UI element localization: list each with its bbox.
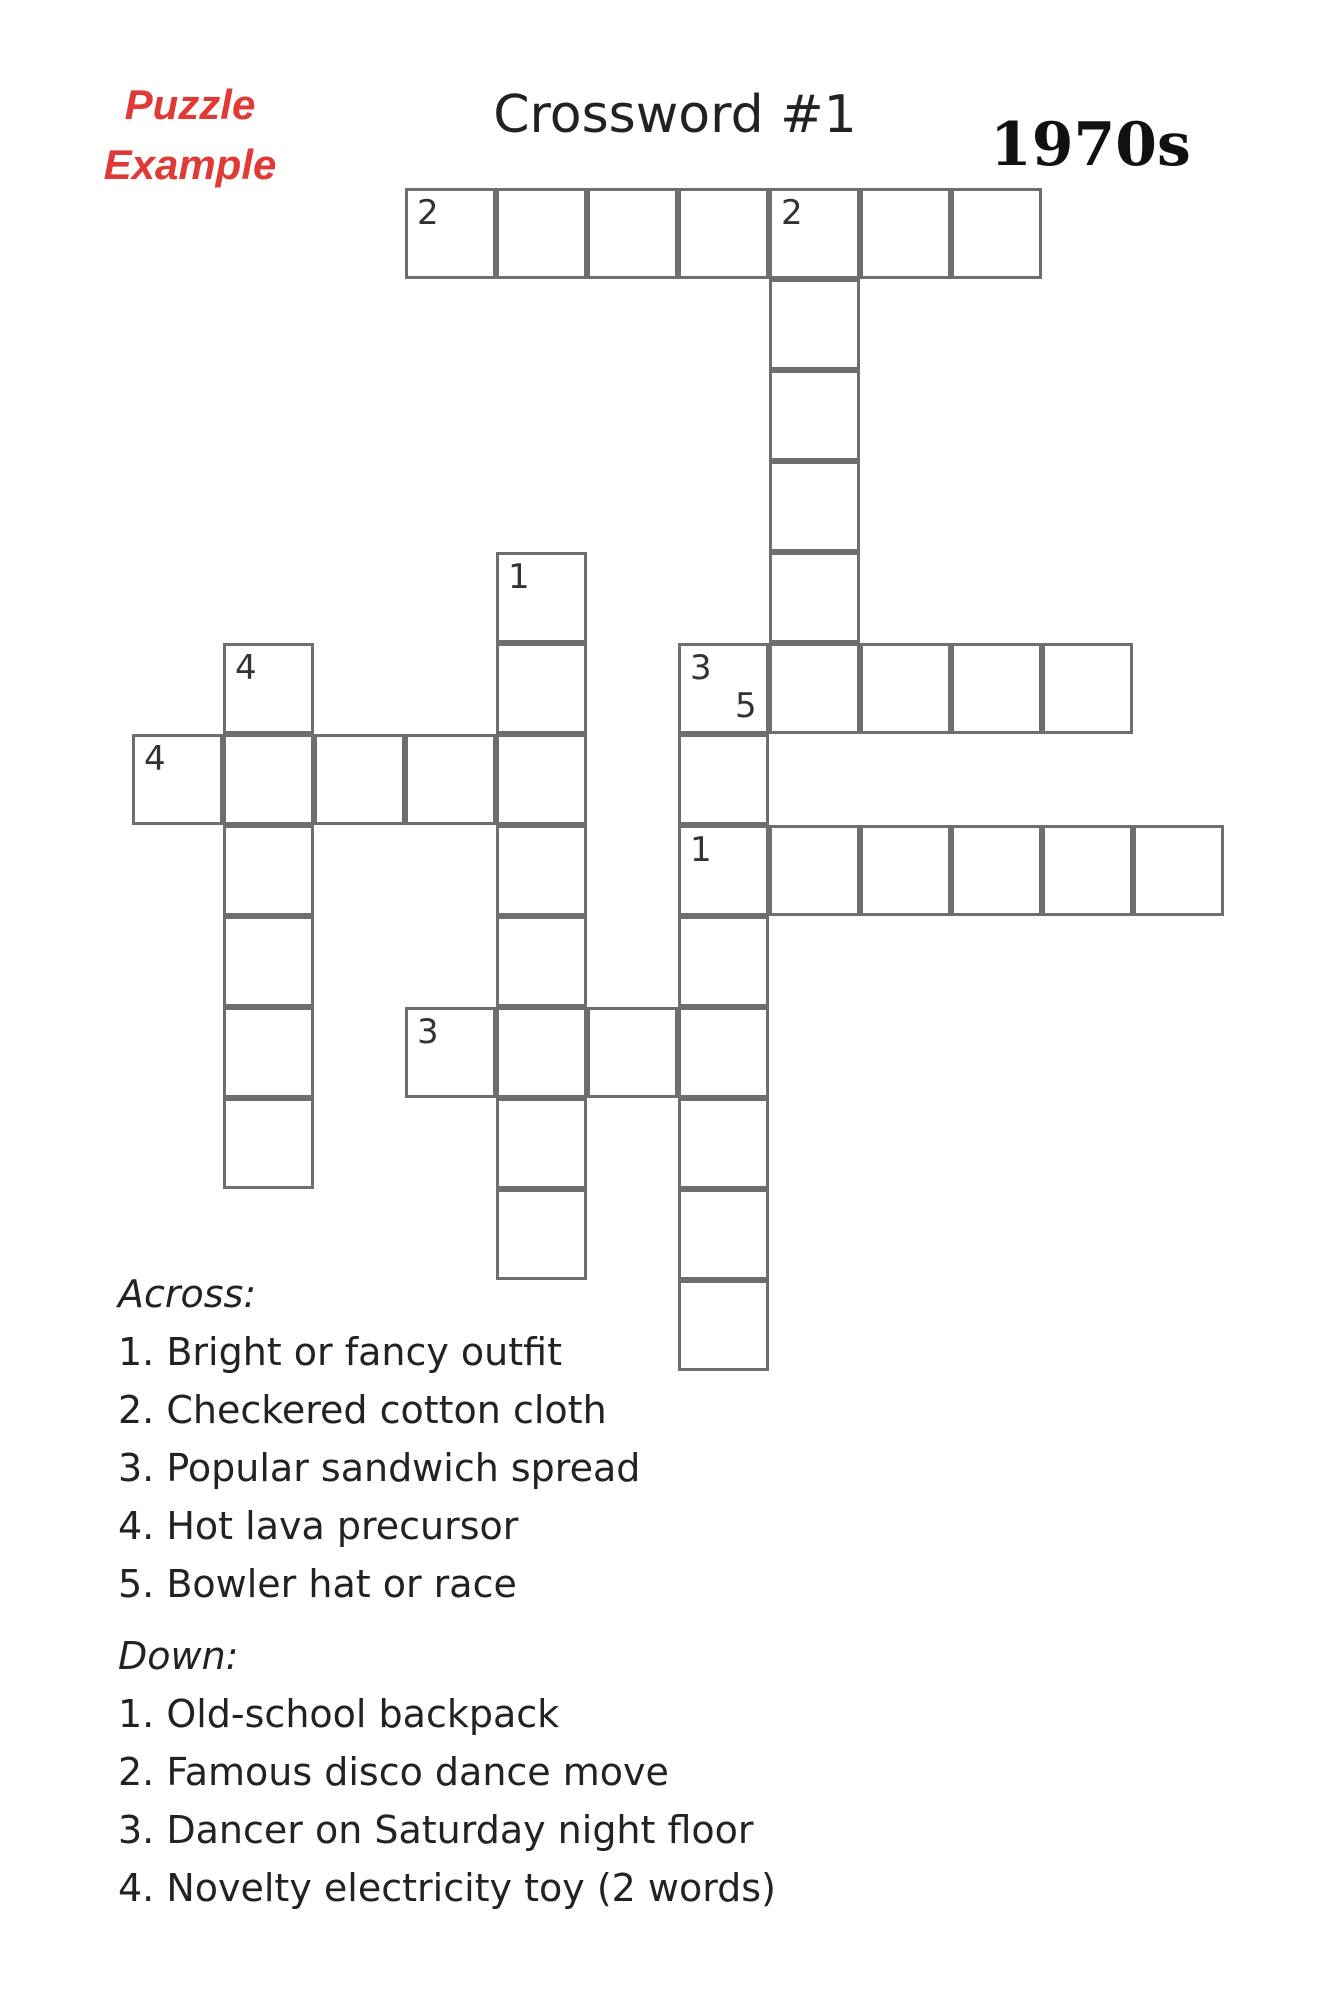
grid-cell[interactable] — [223, 916, 314, 1007]
grid-cell[interactable] — [769, 461, 860, 552]
grid-cell[interactable] — [769, 188, 860, 279]
grid-cell[interactable] — [496, 1098, 587, 1189]
grid-cell[interactable] — [860, 825, 951, 916]
grid-cell[interactable] — [405, 1007, 496, 1098]
across-heading: Across: — [118, 1272, 257, 1316]
clue-number: 2 — [781, 193, 803, 233]
grid-cell[interactable] — [223, 734, 314, 825]
grid-cell[interactable] — [678, 825, 769, 916]
grid-cell[interactable] — [496, 643, 587, 734]
grid-cell[interactable] — [951, 825, 1042, 916]
grid-cell[interactable] — [678, 1007, 769, 1098]
grid-cell[interactable] — [496, 734, 587, 825]
grid-cell[interactable] — [496, 916, 587, 1007]
clue-number: 4 — [235, 648, 257, 688]
grid-cell[interactable] — [951, 188, 1042, 279]
clue-number: 1 — [690, 830, 712, 870]
across-clue-5: 5. Bowler hat or race — [118, 1562, 517, 1606]
clue-number: 3 — [417, 1012, 439, 1052]
grid-cell[interactable] — [860, 643, 951, 734]
grid-cell[interactable] — [1042, 643, 1133, 734]
grid-cell[interactable] — [405, 188, 496, 279]
grid-cell[interactable] — [223, 1007, 314, 1098]
grid-cell[interactable] — [769, 552, 860, 643]
puzzle-title: Crossword #1 — [493, 85, 857, 145]
grid-cell[interactable] — [951, 643, 1042, 734]
clue-number: 2 — [417, 193, 439, 233]
grid-cell[interactable] — [587, 1007, 678, 1098]
grid-cell[interactable] — [496, 188, 587, 279]
grid-cell[interactable] — [223, 1098, 314, 1189]
down-clue-1: 1. Old-school backpack — [118, 1692, 560, 1736]
puzzle-example-line2: Example — [103, 141, 277, 188]
across-clue-1: 1. Bright or fancy outfit — [118, 1330, 562, 1374]
across-clue-4: 4. Hot lava precursor — [118, 1504, 519, 1548]
grid-cell[interactable] — [1042, 825, 1133, 916]
grid-cell[interactable] — [496, 825, 587, 916]
clues-panel — [118, 1265, 918, 1917]
grid-cell[interactable] — [314, 734, 405, 825]
grid-cell[interactable] — [860, 188, 951, 279]
down-clue-2: 2. Famous disco dance move — [118, 1750, 669, 1794]
grid-cell[interactable] — [1133, 825, 1224, 916]
grid-cell[interactable] — [405, 734, 496, 825]
grid-cell[interactable] — [769, 643, 860, 734]
grid-cell[interactable] — [496, 1007, 587, 1098]
grid-cell[interactable] — [223, 825, 314, 916]
down-clue-3: 3. Dancer on Saturday night floor — [118, 1808, 754, 1852]
clue-number: 4 — [144, 739, 166, 779]
across-clue-2: 2. Checkered cotton cloth — [118, 1388, 607, 1432]
down-heading: Down: — [118, 1634, 239, 1678]
down-clue-4: 4. Novelty electricity toy (2 words) — [118, 1866, 776, 1910]
grid-cell[interactable] — [678, 188, 769, 279]
grid-cell[interactable] — [132, 734, 223, 825]
clue-number: 1 — [508, 557, 530, 597]
grid-cell[interactable] — [769, 825, 860, 916]
grid-cell[interactable] — [769, 279, 860, 370]
across-clue-3: 3. Popular sandwich spread — [118, 1446, 641, 1490]
down-clue-list — [118, 1685, 918, 1917]
clue-number: 3 — [690, 648, 712, 688]
across-clue-list — [118, 1323, 918, 1613]
grid-cell[interactable] — [223, 643, 314, 734]
clue-number: 5 — [735, 686, 757, 726]
puzzle-example-label — [90, 75, 290, 195]
grid-cell[interactable] — [678, 916, 769, 1007]
era-label: 1970s — [990, 110, 1191, 180]
grid-cell[interactable] — [769, 370, 860, 461]
puzzle-example-line1: Puzzle — [124, 81, 256, 128]
grid-cell[interactable] — [678, 1098, 769, 1189]
grid-cell[interactable] — [496, 552, 587, 643]
grid-cell[interactable] — [678, 734, 769, 825]
grid-cell[interactable] — [587, 188, 678, 279]
grid-cell[interactable] — [678, 643, 769, 734]
